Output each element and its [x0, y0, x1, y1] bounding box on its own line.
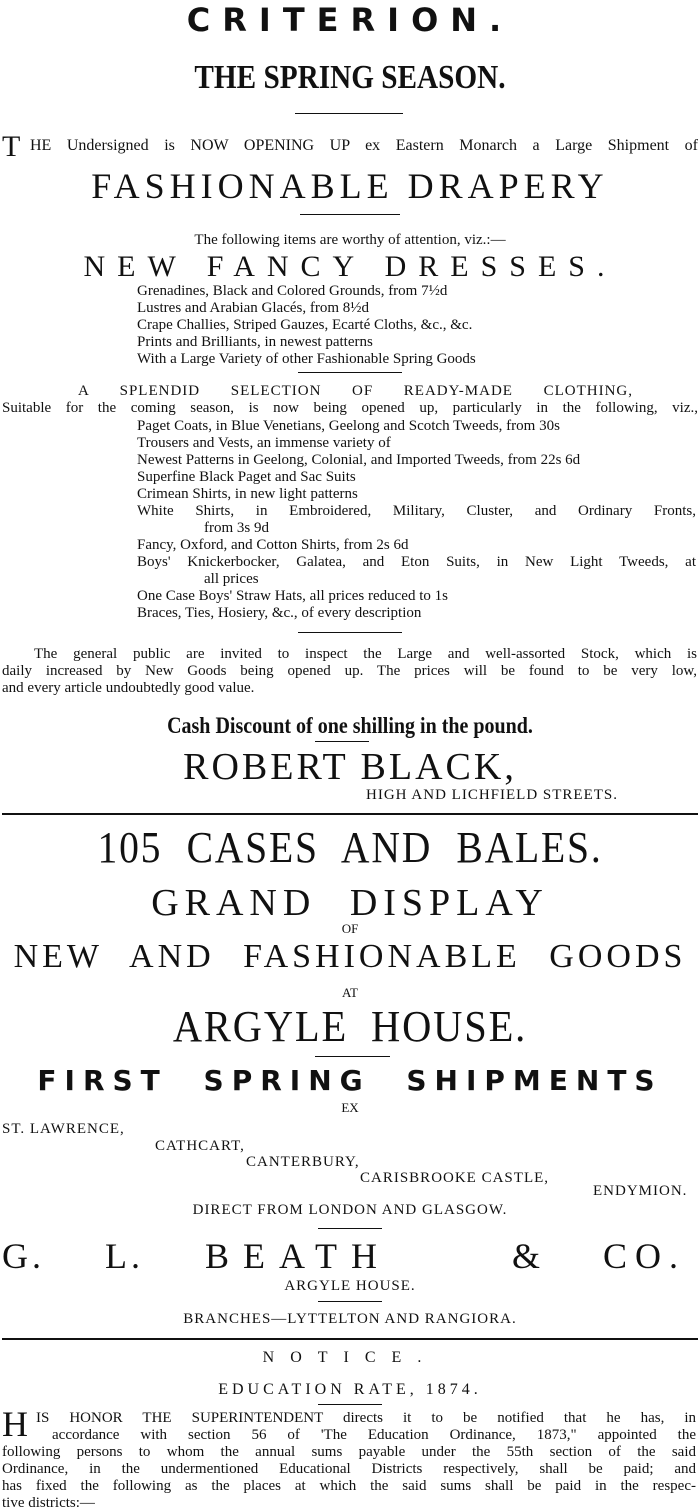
notice-line: has fixed the following as the places at which the said sums shall be paid in the respec-: [2, 1478, 696, 1494]
ship-name: CARISBROOKE CASTLE,: [360, 1170, 550, 1186]
clothing-item: Boys' Knickerbocker, Galatea, and Eton Suits, in New Light Tweeds, at: [137, 554, 696, 570]
clothing-item: Newest Patterns in Geelong, Colonial, and Imported Tweeds, from 22s 6d: [137, 452, 581, 468]
divider: [318, 1301, 382, 1302]
criterion-masthead: CRITERION.: [186, 1, 514, 39]
divider: [318, 1404, 382, 1405]
divider: [300, 214, 400, 215]
ship-name: CANTERBURY,: [246, 1154, 360, 1170]
notice-line: tive districts:—: [2, 1495, 95, 1511]
divider: [315, 741, 369, 742]
argyle-house-heading: ARGYLE HOUSE.: [172, 1002, 528, 1051]
dress-item: Crape Challies, Striped Gauzes, Ecarté Cloths, &c., &c.: [137, 317, 473, 333]
fashionable-drapery-heading: FASHIONABLE DRAPERY: [91, 166, 609, 206]
grand-display-heading: GRAND DISPLAY: [151, 882, 549, 924]
ship-name: ST. LAWRENCE,: [2, 1121, 125, 1137]
clothing-item: Crimean Shirts, in new light patterns: [137, 486, 358, 502]
firm-subtitle: ARGYLE HOUSE.: [284, 1278, 416, 1294]
notice-line: Ordinance, in the undermentioned Educational Districts respectively, shall be paid; and: [2, 1461, 696, 1477]
notice-line: following persons to whom the annual sums payable under the 55th section of the said: [2, 1444, 696, 1460]
clothing-item: from 3s 9d: [204, 520, 269, 536]
intro-dropcap: T: [2, 130, 21, 163]
of-word: OF: [341, 921, 359, 936]
dress-item: With a Large Variety of other Fashionable Spring Goods: [137, 351, 476, 367]
firm-letter: L.: [105, 1236, 144, 1276]
clothing-item: Trousers and Vests, an immense variety of: [137, 435, 391, 451]
divider: [315, 1056, 390, 1057]
ship-name: ENDYMION.: [593, 1183, 688, 1199]
divider: [298, 372, 402, 373]
divider: [318, 1228, 382, 1229]
fancy-dresses-heading: NEW FANCY DRESSES.: [83, 250, 617, 283]
clothing-item: White Shirts, in Embroidered, Military, Cluster, and Ordinary Fronts,: [137, 503, 696, 519]
firm-letter: G.: [2, 1236, 45, 1276]
criterion-address: HIGH AND LICHFIELD STREETS.: [366, 787, 618, 803]
robert-black-name: ROBERT BLACK,: [183, 746, 517, 788]
splendid-line: A SPLENDID SELECTION OF READY-MADE CLOTHING,: [78, 383, 633, 399]
public-line: and every article undoubtedly good value.: [2, 680, 255, 696]
spring-season-heading: THE SPRING SEASON.: [194, 59, 506, 96]
cash-discount-line: Cash Discount of one shilling in the pound.: [167, 713, 533, 738]
section-rule: [2, 813, 698, 815]
direct-line: DIRECT FROM LONDON AND GLASGOW.: [192, 1202, 508, 1218]
clothing-item: Braces, Ties, Hosiery, &c., of every description: [137, 605, 422, 621]
notice-dropcap: H: [2, 1404, 28, 1444]
clothing-item: Paget Coats, in Blue Venetians, Geelong and Scotch Tweeds, from 30s: [137, 418, 560, 434]
cases-bales-heading: 105 CASES AND BALES.: [97, 823, 603, 872]
notice-line: IS HONOR THE SUPERINTENDENT directs it to be notified that he has, in: [36, 1410, 696, 1426]
first-spring-shipments-heading: FIRST SPRING SHIPMENTS: [37, 1064, 663, 1097]
new-fashionable-goods-heading: NEW AND FASHIONABLE GOODS: [13, 938, 687, 975]
firm-co: CO.: [603, 1236, 687, 1276]
section-rule: [2, 1338, 698, 1340]
ex-word: EX: [341, 1100, 359, 1115]
worthy-line: The following items are worthy of attention, viz.:—: [194, 232, 506, 248]
clothing-item: One Case Boys' Straw Hats, all prices reduced to 1s: [137, 588, 448, 604]
dress-item: Grenadines, Black and Colored Grounds, from 7½d: [137, 283, 448, 299]
clothing-item: Fancy, Oxford, and Cotton Shirts, from 2s 6d: [137, 537, 409, 553]
firm-name: BEATH: [205, 1236, 391, 1276]
education-rate-heading: EDUCATION RATE, 1874.: [218, 1381, 482, 1398]
divider: [295, 113, 403, 114]
dress-item: Lustres and Arabian Glacés, from 8½d: [137, 300, 370, 316]
clothing-item: Superfine Black Paget and Sac Suits: [137, 469, 356, 485]
branches-line: BRANCHES—LYTTELTON AND RANGIORA.: [183, 1311, 517, 1327]
public-line: daily increased by New Goods being opened up. The prices will be found to be very low,: [2, 663, 697, 679]
ship-name: CATHCART,: [155, 1138, 245, 1154]
firm-ampersand: &: [512, 1236, 545, 1276]
intro-line: HE Undersigned is NOW OPENING UP ex Eastern Monarch a Large Shipment of: [30, 137, 698, 154]
notice-line: accordance with section 56 of 'The Education Ordinance, 1873," appointed the: [52, 1427, 696, 1443]
dress-item: Prints and Brilliants, in newest patterns: [137, 334, 373, 350]
suitable-line: Suitable for the coming season, is now being opened up, particularly in the following, viz.,: [2, 400, 698, 416]
at-word: AT: [342, 985, 358, 1000]
divider: [298, 632, 402, 633]
public-line: The general public are invited to inspect the Large and well-assorted Stock, which is: [34, 646, 697, 662]
notice-heading: NOTICE.: [262, 1349, 438, 1366]
clothing-item: all prices: [204, 571, 259, 587]
